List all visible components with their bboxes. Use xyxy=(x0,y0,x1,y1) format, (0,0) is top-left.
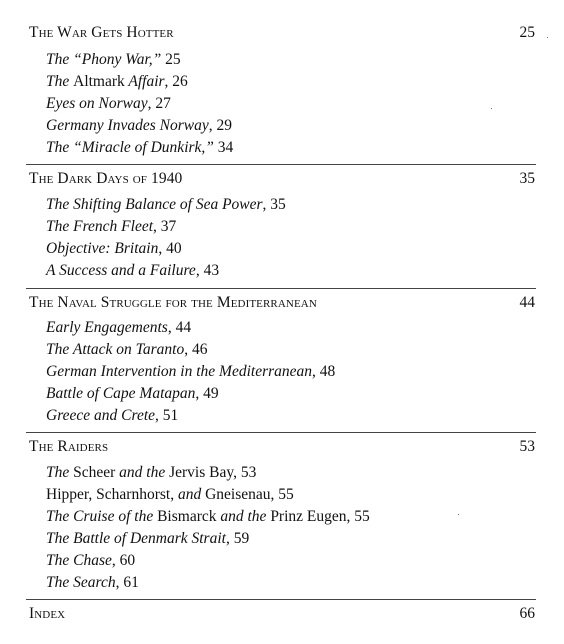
toc-entry: The French Fleet, 37 xyxy=(46,218,177,235)
toc-entry: Battle of Cape Matapan, 49 xyxy=(46,385,219,402)
scan-speck xyxy=(491,108,492,109)
toc-entry: Germany Invades Norway, 29 xyxy=(46,117,232,134)
chapter-title: Index xyxy=(29,605,66,622)
toc-entry: The Cruise of the Bismarck and the Prinz Eugen, 55 xyxy=(46,508,370,525)
toc-entry: Objective: Britain, 40 xyxy=(46,240,182,257)
toc-entry: Greece and Crete, 51 xyxy=(46,407,179,424)
chapter-page-number: 25 xyxy=(519,24,535,41)
section-divider xyxy=(26,164,536,165)
toc-entry: The “Phony War,” 25 xyxy=(46,51,181,68)
toc-entry: Early Engagements, 44 xyxy=(46,319,192,336)
chapter-page-number: 44 xyxy=(519,294,535,311)
toc-entry: The Search, 61 xyxy=(46,574,139,591)
section-divider xyxy=(26,288,536,289)
toc-entry: The Scheer and the Jervis Bay, 53 xyxy=(46,464,257,481)
section-divider xyxy=(26,599,536,600)
toc-entry: A Success and a Failure, 43 xyxy=(46,262,220,279)
toc-entry: The Attack on Taranto, 46 xyxy=(46,341,208,358)
chapter-title: The War Gets Hotter xyxy=(29,24,174,41)
chapter-title: The Dark Days of 1940 xyxy=(29,170,183,187)
toc-entry: The Shifting Balance of Sea Power, 35 xyxy=(46,196,286,213)
section-divider xyxy=(26,432,536,433)
toc-entry: German Intervention in the Mediterranean, 48 xyxy=(46,363,336,380)
scan-speck xyxy=(458,514,459,515)
chapter-title: The Raiders xyxy=(29,438,109,455)
chapter-page-number: 35 xyxy=(519,170,535,187)
chapter-page-number: 53 xyxy=(519,438,535,455)
scan-speck xyxy=(547,37,548,38)
toc-entry: The Battle of Denmark Strait, 59 xyxy=(46,530,250,547)
toc-entry: Hipper, Scharnhorst, and Gneisenau, 55 xyxy=(46,486,294,503)
toc-entry: The “Miracle of Dunkirk,” 34 xyxy=(46,139,234,156)
toc-entry: Eyes on Norway, 27 xyxy=(46,95,171,112)
toc-entry: The Chase, 60 xyxy=(46,552,136,569)
chapter-title: The Naval Struggle for the Mediterranean xyxy=(29,294,317,311)
chapter-page-number: 66 xyxy=(519,605,535,622)
toc-entry: The Altmark Affair, 26 xyxy=(46,73,188,90)
